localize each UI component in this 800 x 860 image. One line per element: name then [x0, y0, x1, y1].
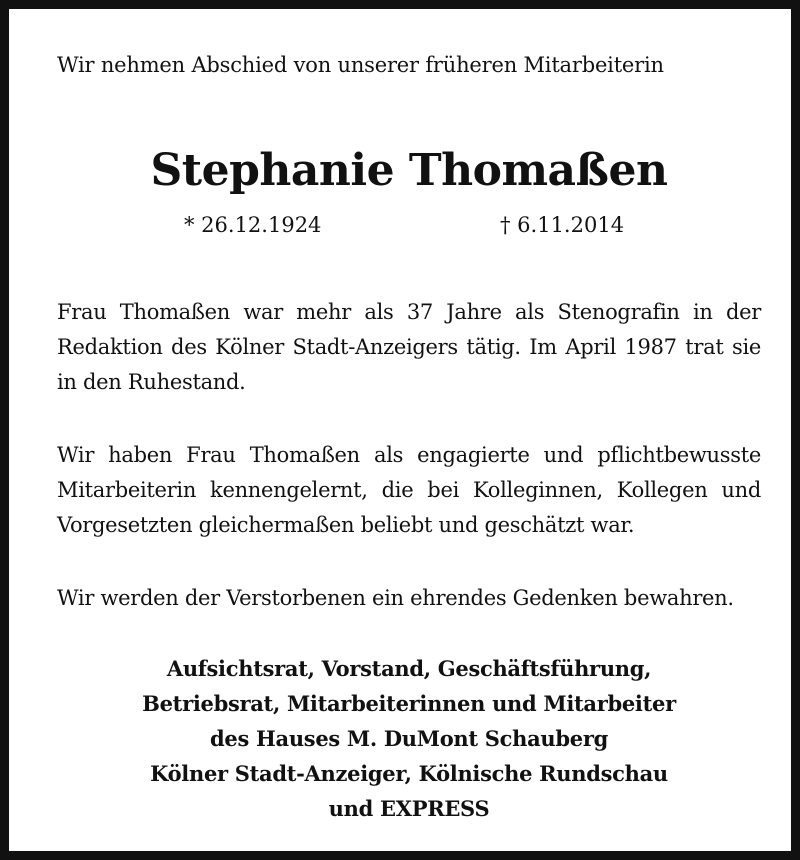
birth-date: * 26.12.1924 [184, 213, 322, 237]
signature-line: des Hauses M. DuMont Schauberg [210, 726, 608, 751]
remembrance-paragraph: Wir werden der Verstorbenen ein ehrendes Gedenken bewahren. [57, 586, 734, 610]
intro-line: Wir nehmen Abschied von unserer früheren Mitarbeiterin [57, 53, 664, 77]
signature-block [9, 651, 800, 826]
signature-line: Betriebsrat, Mitarbeiterinnen und Mitarbeiter [142, 691, 676, 716]
death-date: † 6.11.2014 [500, 213, 625, 237]
signature-line: und EXPRESS [328, 796, 490, 821]
tribute-paragraph: Wir haben Frau Thomaßen als engagierte und pflichtbewusste Mitarbeiterin kennengelernt, die bei Kolleginnen, Kollegen und Vorgesetzten gleichermaßen beliebt und geschätzt war. [57, 443, 761, 537]
signature-line: Kölner Stadt-Anzeiger, Kölnische Rundschau [150, 761, 668, 786]
career-paragraph: Frau Thomaßen war mehr als 37 Jahre als Stenografin in der Redaktion des Kölner Stadt-Anzeigers tätig. Im April 1987 trat sie in den Ruhestand. [57, 300, 761, 394]
deceased-name: Stephanie Thomaßen [150, 145, 668, 196]
signature-line: Aufsichtsrat, Vorstand, Geschäftsführung, [166, 656, 652, 681]
